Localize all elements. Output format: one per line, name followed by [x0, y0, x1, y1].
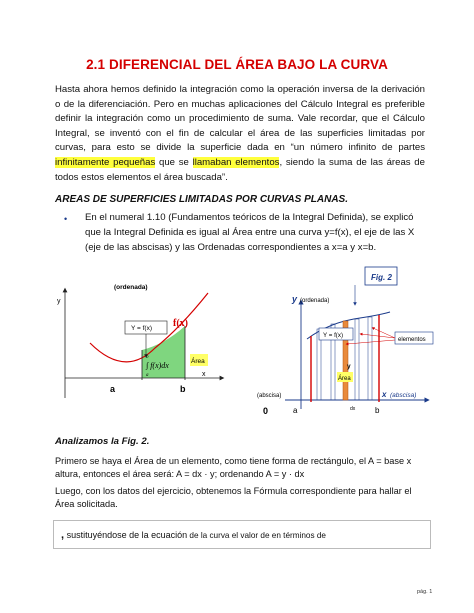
- box-mid: sustituyéndose de la ecuación: [64, 530, 188, 540]
- intro-text-2: que se: [155, 156, 193, 168]
- zero-label: 0: [263, 406, 269, 416]
- area-label: Área: [191, 358, 205, 365]
- analysis-heading: Analizamos la Fig. 2.: [55, 436, 150, 447]
- integral-label: ∫ f(x)dx: [146, 361, 169, 370]
- elem-arrow-3: [347, 340, 395, 344]
- abscisa-label: (abscisa): [390, 392, 417, 399]
- b-label: b: [180, 384, 186, 394]
- elementos-label: elementos: [398, 337, 426, 343]
- a-small-label: a: [146, 373, 149, 378]
- figure-2: [255, 264, 435, 424]
- fig2-label: Fig. 2: [371, 273, 392, 282]
- ordenada-label: (ordenada): [114, 284, 148, 291]
- figure-1: [30, 268, 230, 418]
- strip-4: [368, 317, 372, 400]
- section-subtitle: AREAS DE SUPERFICIES LIMITADAS POR CURVAS PLANAS.: [55, 194, 348, 205]
- paragraph-formula: Luego, con los datos del ejercicio, obtenemos la Fórmula correspondiente para hallar el Área solicitada.: [55, 486, 412, 510]
- ordenada-label-2: (ordenada): [300, 298, 330, 304]
- x-label: x: [202, 371, 206, 378]
- bullet-icon: •: [64, 214, 68, 224]
- box-label-2: Y = f(x): [323, 332, 344, 339]
- a-label: a: [110, 384, 116, 394]
- substitution-box: [53, 520, 431, 549]
- highlight-elementos: llamaban elementos: [192, 156, 280, 168]
- page-number: pág. 1: [417, 589, 433, 595]
- highlight-infinitamente: infinitamente pequeñas: [55, 156, 156, 168]
- intro-text-1: Hasta ahora hemos definido la integración como la operación inversa de la derivación o de la diferenciación. Pero en muchas aplicaciones del Cálculo Integral es preferible definir la integración como un procedimiento de suma. Vale recordar, que el Cálculo Integral, se inventó con el fin de calcular el área de las superficies limitadas por curvas, para esto se divide la superficie dada en “un número infinito de partes: [55, 84, 425, 154]
- x-label-2: x: [382, 390, 387, 399]
- y-value-label: y: [347, 363, 351, 370]
- box-comma: ,: [61, 529, 65, 541]
- intro-text-3: , siendo la suma de las áreas de todos estos elementos el área buscada”.: [55, 156, 425, 183]
- area-label-2: Área: [338, 376, 351, 382]
- y-label: y: [57, 298, 61, 305]
- fx-label: f(x): [173, 318, 188, 329]
- paragraph-element-area: Primero se haya el Área de un elemento, como tiene forma de rectángulo, el A = base x altura, entonces el área será: A = dx · y; ordenando A = y · dx: [55, 456, 412, 480]
- intro-paragraph: [55, 83, 425, 185]
- box-rest: de la curva el valor de en términos de: [187, 531, 326, 540]
- bullet-text: En el numeral 1.10 (Fundamentos teóricos de la Integral Definida), se explicó que la Integral Definida es igual al Área entre una curva y=f(x), el eje de las X (eje de las abscisas) y las Ordenadas correspondientes a x=a y x=b.: [85, 212, 415, 253]
- page-title: 2.1 DIFERENCIAL DEL ÁREA BAJO LA CURVA: [86, 57, 388, 72]
- abscisa-left-label: (abscisa): [257, 393, 282, 399]
- a-label-2: a: [293, 406, 298, 415]
- b-label-2: b: [375, 406, 380, 415]
- strip-3: [355, 319, 359, 400]
- y-label-2: y: [292, 294, 298, 304]
- b-small-label: b: [146, 355, 149, 360]
- box-label: Y = f(x): [131, 325, 153, 332]
- elem-arrow-2: [361, 334, 395, 338]
- dx-label: dx: [350, 406, 356, 412]
